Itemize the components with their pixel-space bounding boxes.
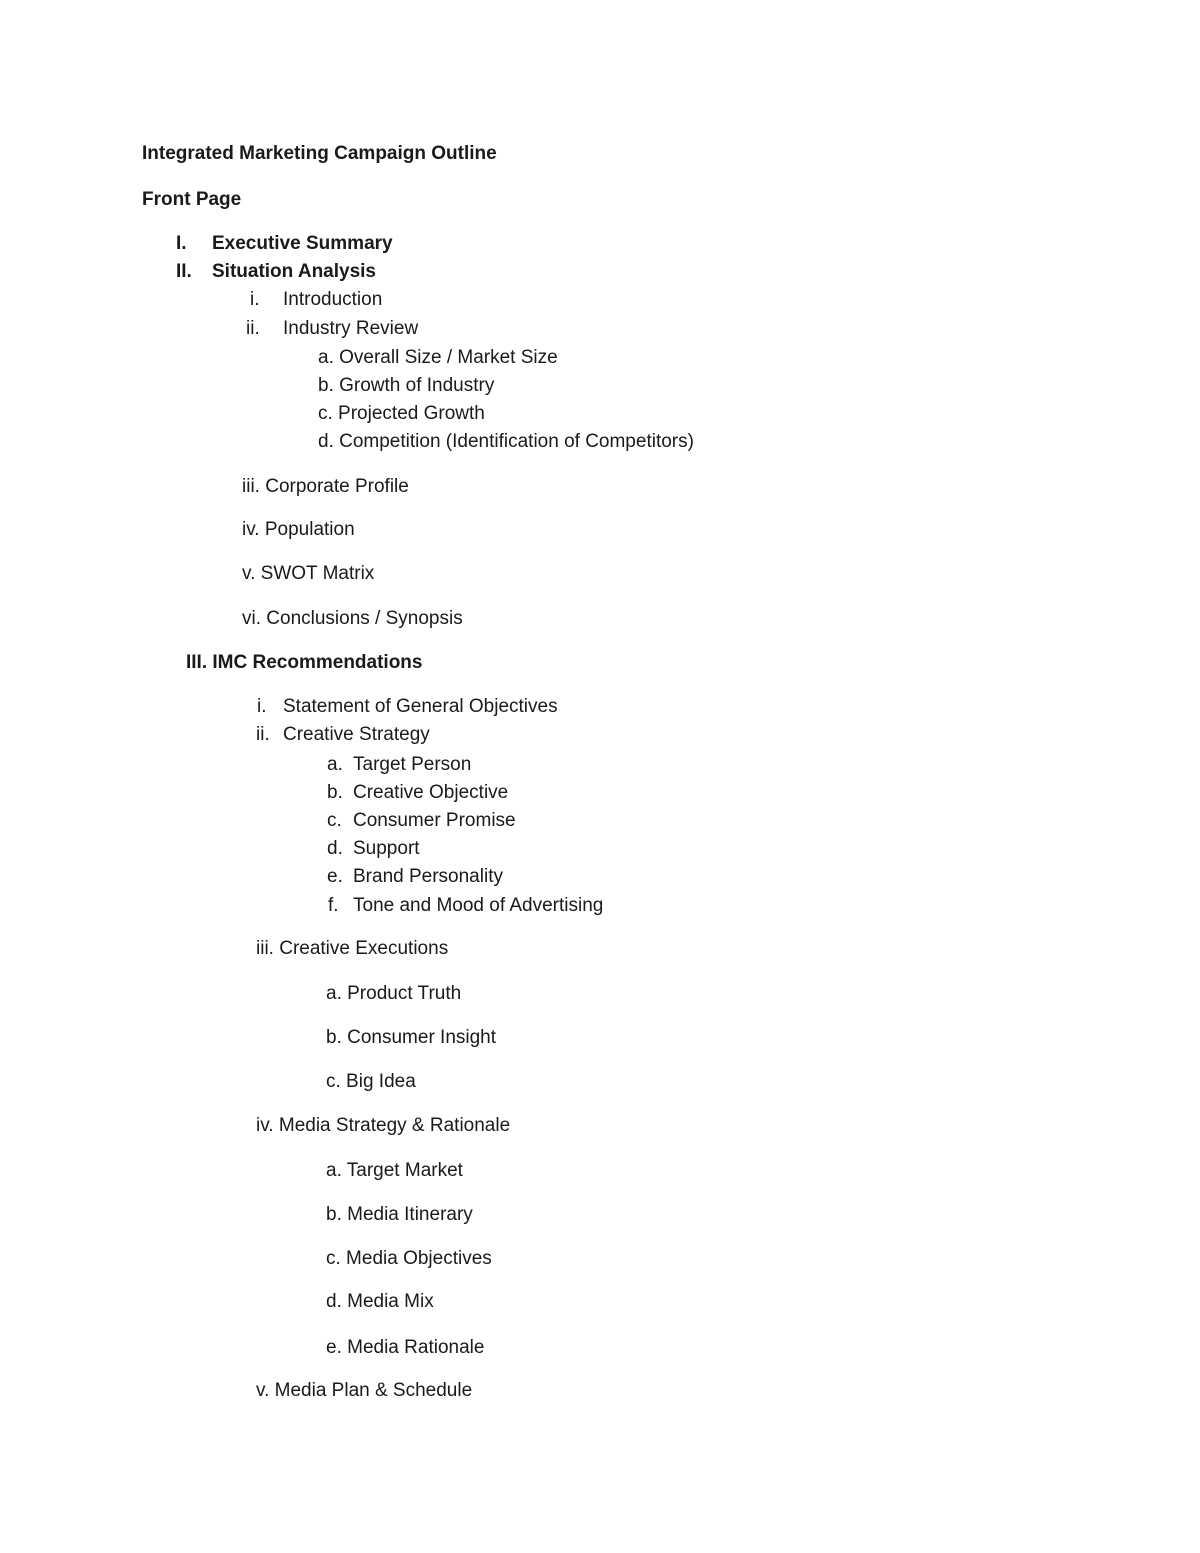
item-industry-review: Industry Review <box>283 318 419 339</box>
subitem-projected-growth: c. Projected Growth <box>318 403 485 424</box>
subitem-big-idea: c. Big Idea <box>326 1071 416 1092</box>
subitem-marker: c. <box>327 810 342 831</box>
subitem-consumer-promise: Consumer Promise <box>353 810 516 831</box>
item-corporate-profile: iii. Corporate Profile <box>242 476 409 497</box>
document-title: Integrated Marketing Campaign Outline <box>142 143 497 164</box>
item-marker: ii. <box>246 318 260 339</box>
item-marker: i. <box>257 696 267 717</box>
subitem-product-truth: a. Product Truth <box>326 983 462 1004</box>
item-media-strategy: iv. Media Strategy & Rationale <box>256 1115 511 1136</box>
subitem-marker: d. <box>327 838 343 859</box>
subitem-support: Support <box>353 838 420 859</box>
item-population: iv. Population <box>242 519 355 540</box>
subitem-consumer-insight: b. Consumer Insight <box>326 1027 497 1048</box>
item-introduction: Introduction <box>283 289 383 310</box>
item-marker: i. <box>250 289 260 310</box>
section-marker: I. <box>176 233 187 254</box>
subitem-target-person: Target Person <box>353 754 472 775</box>
subitem-market-size: a. Overall Size / Market Size <box>318 347 558 368</box>
subitem-growth-of-industry: b. Growth of Industry <box>318 375 495 396</box>
subitem-media-rationale: e. Media Rationale <box>326 1337 485 1358</box>
item-swot-matrix: v. SWOT Matrix <box>242 563 375 584</box>
item-marker: ii. <box>256 724 270 745</box>
subitem-media-mix: d. Media Mix <box>326 1291 434 1312</box>
section-situation-analysis: Situation Analysis <box>212 261 376 282</box>
subitem-brand-personality: Brand Personality <box>353 866 503 887</box>
section-executive-summary: Executive Summary <box>212 233 393 254</box>
item-general-objectives: Statement of General Objectives <box>283 696 558 717</box>
item-creative-strategy: Creative Strategy <box>283 724 430 745</box>
item-media-plan: v. Media Plan & Schedule <box>256 1380 473 1401</box>
item-conclusions: vi. Conclusions / Synopsis <box>242 608 463 629</box>
subitem-marker: b. <box>327 782 343 803</box>
section-marker: II. <box>176 261 192 282</box>
subitem-media-itinerary: b. Media Itinerary <box>326 1204 473 1225</box>
front-page-heading: Front Page <box>142 189 242 210</box>
subitem-creative-objective: Creative Objective <box>353 782 509 803</box>
subitem-marker: a. <box>327 754 343 775</box>
subitem-marker: f. <box>328 895 339 916</box>
subitem-target-market: a. Target Market <box>326 1160 463 1181</box>
subitem-media-objectives: c. Media Objectives <box>326 1248 492 1269</box>
subitem-competition: d. Competition (Identification of Competitors) <box>318 431 694 452</box>
section-imc-recommendations: III. IMC Recommendations <box>186 652 423 673</box>
subitem-marker: e. <box>327 866 343 887</box>
item-creative-executions: iii. Creative Executions <box>256 938 449 959</box>
subitem-tone-and-mood: Tone and Mood of Advertising <box>353 895 604 916</box>
